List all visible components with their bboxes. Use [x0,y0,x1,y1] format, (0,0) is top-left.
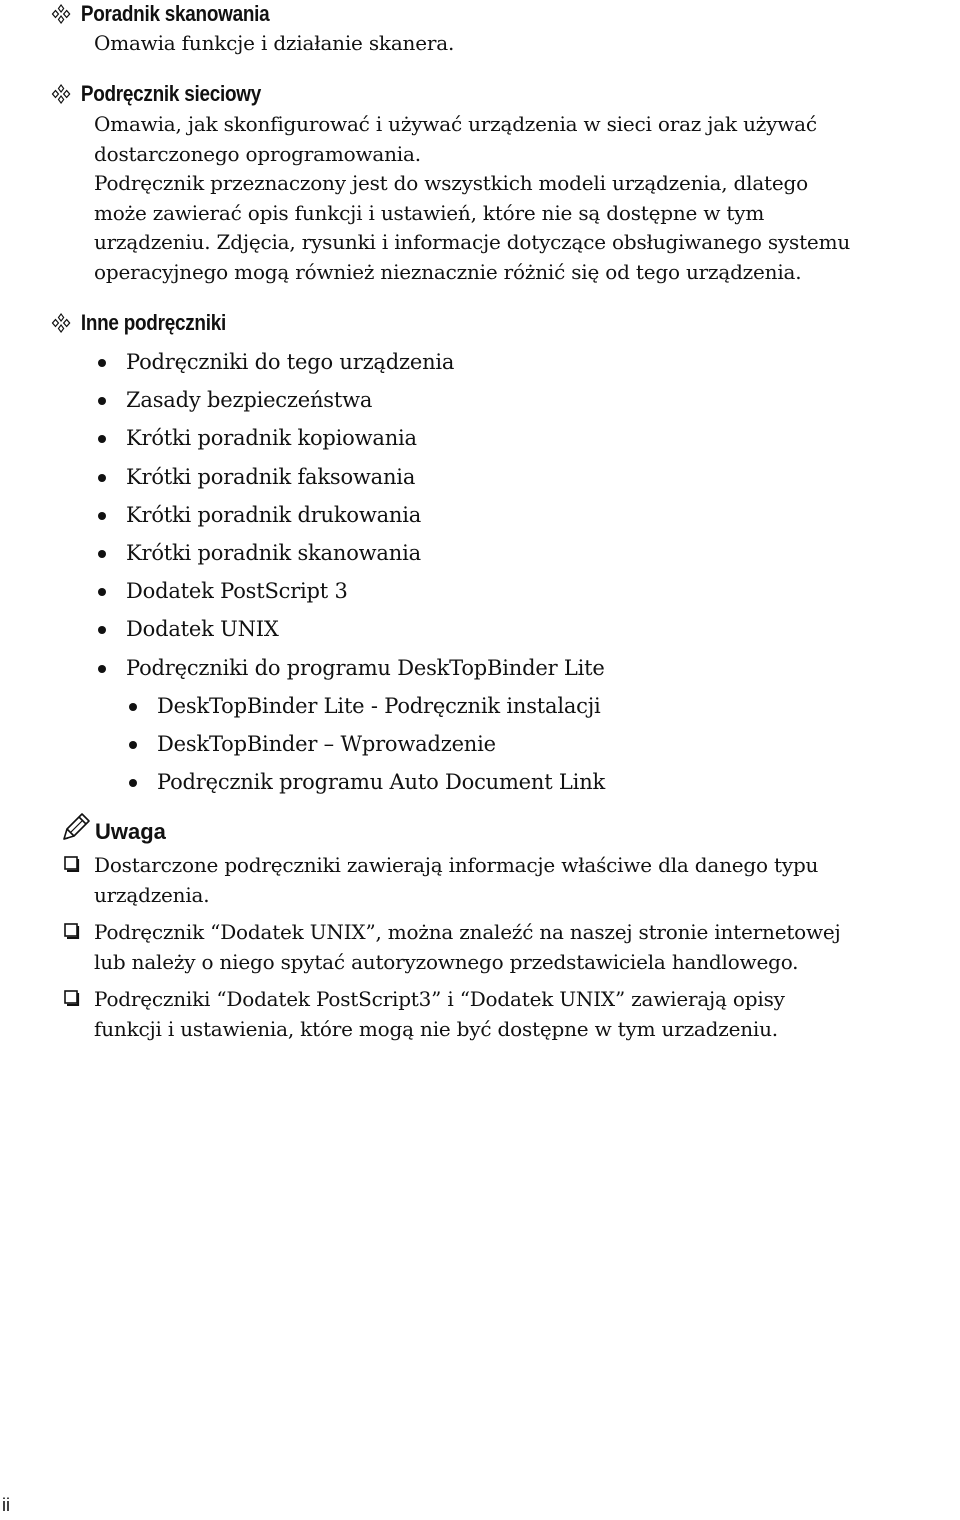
four-diamond-icon [52,4,71,24]
note-text [94,984,960,1044]
list-item [0,534,960,572]
pencil-icon [58,809,92,843]
page-number: ii [2,1495,10,1515]
sub-list-item [0,763,960,801]
list-item-label: Podręczniki do programu DeskTopBinder Lite [126,655,605,680]
bullet-dot [98,397,106,405]
body-line: Omawia, jak skonfigurować i używać urządzenia w sieci oraz jak używać [94,112,817,136]
section-body [94,110,960,288]
body-line: urządzeniu. Zdjęcia, rysunki i informacje dotyczące obsługiwanego systemu [94,230,851,255]
body-line: Omawia funkcje i działanie skanera. [94,31,455,55]
four-diamond-icon [52,313,71,333]
section-heading [0,80,826,108]
note-title: Uwaga [95,819,166,844]
list-item-label: DeskTopBinder – Wprowadzenie [157,731,496,756]
section-heading [0,309,826,337]
list-item [0,343,960,381]
list-item-label: Podręczniki do tego urządzenia [126,350,455,374]
section-title: Podręcznik sieciowy [80,81,262,106]
list-item-label: DeskTopBinder Lite - Podręcznik instalacji [157,693,601,718]
bullet-dot [98,588,106,596]
manuals-list [0,343,960,801]
bullet-dot [98,435,106,443]
section-scanner-guide [0,0,960,59]
note-text [94,917,960,977]
checkbox-icon [64,856,80,872]
section-other-manuals [0,309,960,337]
note-line: Podręcznik “Dodatek UNIX”, można znaleźć na naszej stronie internetowej [94,920,841,944]
body-line: może zawierać opis funkcji i ustawień, które nie są dostępne w tym [94,200,765,225]
four-diamond-icon [52,84,71,104]
checkbox-icon [64,923,80,939]
body-line: dostarczonego oprogramowania. [94,141,421,166]
bullet-dot [98,665,106,673]
section-heading [0,0,826,28]
note-line: Podręczniki “Dodatek PostScript3” i “Dodatek UNIX” zawierają opisy [94,987,785,1011]
note-line: lub należy o niego spytać autoryzownego przedstawiciela handlowego. [94,950,799,974]
bullet-dot [98,512,106,520]
list-item [0,381,960,419]
list-item-label: Krótki poradnik drukowania [126,502,422,527]
list-item-label: Krótki poradnik kopiowania [126,426,417,451]
note-text [94,850,960,910]
list-item [0,572,960,610]
section-network-guide [0,80,960,288]
bullet-dot [98,474,106,482]
bullet-dot [98,359,106,367]
list-item [0,458,960,496]
list-item-label: Podręcznik programu Auto Document Link [157,770,606,795]
bullet-dot [129,703,137,711]
list-item-label: Zasady bezpieczeństwa [126,388,373,413]
list-item [0,649,960,687]
bullet-dot [98,626,106,634]
bullet-dot [129,741,137,749]
note-heading [0,817,960,847]
body-line: Podręcznik przeznaczony jest do wszystkich modeli urządzenia, dlatego [94,171,808,196]
note-line: funkcji i ustawienia, które mogą nie być dostępne w tym urzadzeniu. [94,1017,778,1041]
list-item [0,496,960,534]
list-item [0,419,960,457]
sub-list-item [0,687,960,725]
list-item [0,610,960,648]
sub-list-item [0,725,960,763]
body-line: operacyjnego mogą również nieznacznie różnić się od tego urządzenia. [94,259,802,284]
section-body [94,29,960,59]
list-item-label: Dodatek PostScript 3 [126,579,348,604]
list-item-label: Dodatek UNIX [126,617,279,642]
section-title: Poradnik skanowania [80,1,270,26]
note-line: Dostarczone podręczniki zawierają informacje właściwe dla danego typu [94,853,819,877]
bullet-dot [98,550,106,558]
bullet-dot [129,779,137,787]
section-title: Inne podręczniki [80,310,227,335]
note-line: urządzenia. [94,883,210,907]
list-item-label: Krótki poradnik skanowania [126,540,421,565]
list-item-label: Krótki poradnik faksowania [126,464,416,489]
checkbox-icon [64,990,80,1006]
